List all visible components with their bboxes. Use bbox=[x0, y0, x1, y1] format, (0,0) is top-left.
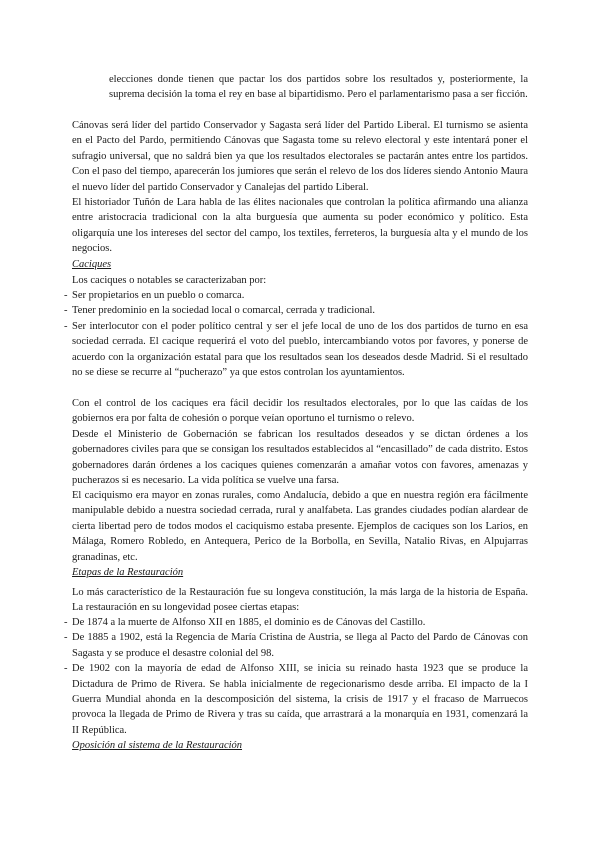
bullet-dash: - bbox=[64, 305, 68, 317]
section-heading-caciques: Caciques bbox=[72, 259, 112, 270]
paragraph-tunon-de-lara: El historiador Tuñón de Lara habla de las élites nacionales que controlan la política afirmando una alianza entre aristocracia tradicional con la alta burguesía que aumenta su poder económico y político. Esta oligarquía une los intereses del sector del campo, los textiles, ferreteros, la burguesía alta y el mundo de los negocios. bbox=[72, 197, 528, 255]
bullet-dash: - bbox=[64, 632, 68, 644]
bullet-dash: - bbox=[64, 320, 68, 332]
etapas-list bbox=[64, 615, 528, 738]
paragraph-canovas-sagasta: Cánovas será líder del partido Conservador y Sagasta será líder del Partido Liberal. El turnismo se asienta en el Pacto del Pardo, permitiendo Cánovas que Sagasta tome su relevo electoral y este intentará poner el sufragio universal, que no saldrá bien ya que los resultados electorales se pactarán antes entre los partidos. Con el paso del tiempo, aparecerán los jumiores que serán el relevo de los dos líderes siendo Antonio Maura el nuevo líder del partido Conservador y Canalejas del partido Liberal. bbox=[72, 120, 528, 193]
list-item: - Ser propietarios en un pueblo o comarca. bbox=[64, 288, 528, 303]
list-item: - De 1885 a 1902, está la Regencia de María Cristina de Austria, se llega al Pacto del Pardo de Cánovas con Sagasta y se produce el desastre colonial del 98. bbox=[64, 632, 528, 659]
bullet-dash: - bbox=[64, 617, 68, 628]
list-item: - Ser interlocutor con el poder político central y ser el jefe local de uno de los dos partidos de turno en esa sociedad cerrada. El cacique requerirá el voto del pueblo, intercambiando votos por favores, y ponerse de acuerdo con la organización estatal para que los resultados sean los deseados desde Madrid. Si el resultado no se diese se recurre al “pucherazo” ya que estos controlan los ayuntamientos. bbox=[64, 320, 528, 379]
paragraph-elecciones: elecciones donde tienen que pactar los dos partidos sobre los resultados y, posteriormente, la suprema decisión la toma el rey en base al bipartidismo. Pero el parlamentarismo pasa a ser ficción. bbox=[109, 74, 528, 101]
paragraph-control-caciques: Con el control de los caciques era fácil decidir los resultados electorales, por lo que las caídas de los gobiernos era por falta de cohesión o porque veían oportuno el turnismo o relevo. bbox=[72, 398, 528, 425]
paragraph-caciques-intro: Los caciques o notables se caracterizaban por: bbox=[72, 275, 267, 286]
paragraph-ministerio-gobernacion: Desde el Ministerio de Gobernación se fabrican los resultados deseados y se dictan órdenes a los gobernadores civiles para que se consigan los resultados establecidos al “encasillado” de cada distrito. Estos gobernadores darán órdenes a los caciques quienes comenzarán a amañar votos con favores, amenazas y pucherazos si es necesario. La vida política se vuelve una farsa. bbox=[72, 429, 528, 487]
section-heading-etapas: Etapas de la Restauración bbox=[72, 567, 184, 578]
section-heading-oposicion: Oposición al sistema de la Restauración bbox=[72, 740, 243, 751]
list-item: - De 1874 a la muerte de Alfonso XII en 1885, el dominio es de Cánovas del Castillo. bbox=[64, 615, 528, 630]
bullet-dash: - bbox=[64, 663, 68, 675]
list-item: - Tener predominio en la sociedad local o comarcal, cerrada y tradicional. bbox=[64, 303, 528, 318]
caciques-characteristics-list bbox=[64, 288, 528, 380]
bullet-dash: - bbox=[64, 290, 68, 301]
paragraph-etapas-intro: Lo más característico de la Restauración fue su longeva constitución, la más larga de la historia de España. La restauración en su longevidad posee ciertas etapas: bbox=[72, 587, 528, 614]
list-item: - De 1902 con la mayoría de edad de Alfonso XIII, se inicia su reinado hasta 1923 que se produce la Dictadura de Primo de Rivera. Se habla inicialmente de regecionarismo desde arriba. El impacto de la I Guerra Mundial ahonda en la descomposición del sistema, la crisis de 1917 y el fracaso de Marruecos provoca la llegada de Primo de Rivera y tras su caída, que arrastrará a la monarquía en 1931, comenzará la II República. bbox=[64, 663, 528, 736]
paragraph-caciquismo-rural: El caciquismo era mayor en zonas rurales, como Andalucía, debido a que en nuestra región era fácilmente manipulable debido a nuestra sociedad cerrada, rural y analfabeta. Las grandes ciudades podían alardear de cierta libertad pero de todos modos el caciquismo estaba presente. Ejemplos de caciques son los Larios, en Málaga, Romero Robledo, en Antequera, Perico de la Borbolla, en Sevilla, Natalio Rivas, en Alpujarras granadinas, etc. bbox=[72, 490, 528, 563]
